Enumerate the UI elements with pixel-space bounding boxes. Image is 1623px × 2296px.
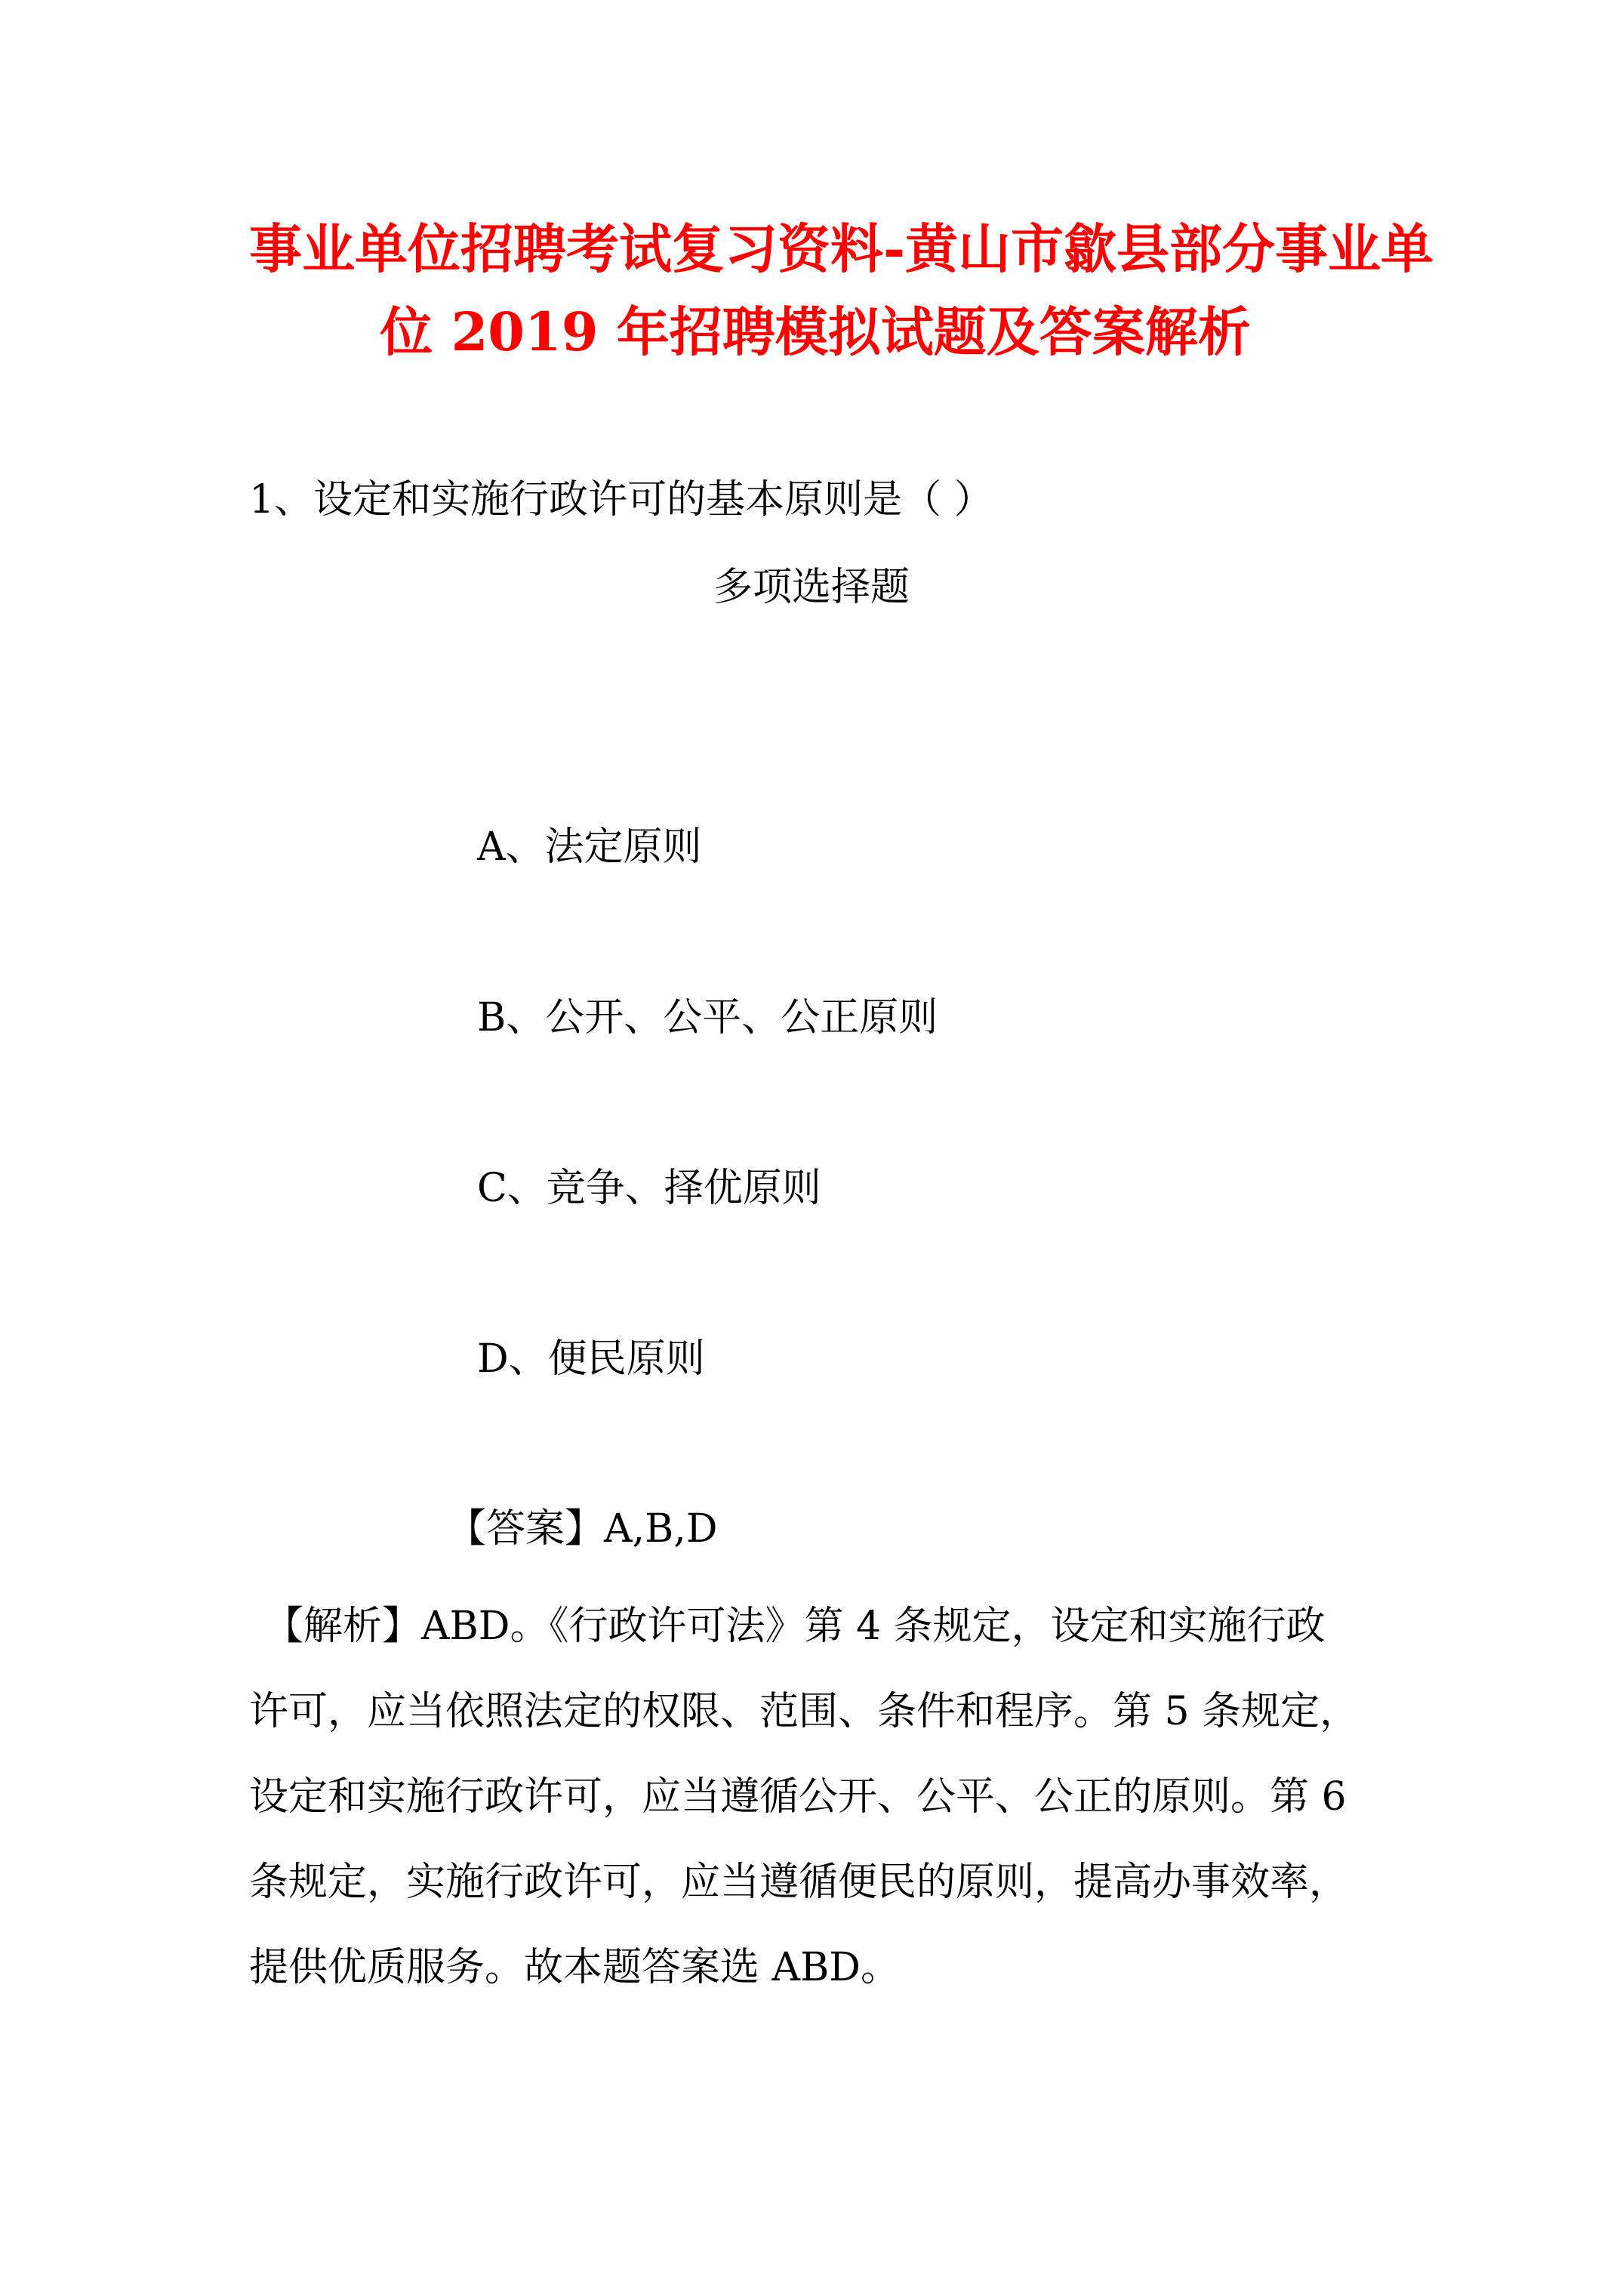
title-line-2: 位 2019 年招聘模拟试题及答案解析 <box>380 300 1251 363</box>
analysis-line-4: 条规定，实施行政许可，应当遵循便民的原则，提高办事效率， <box>249 1860 1349 1905</box>
analysis-block <box>249 1584 1427 2011</box>
option-a: A、法定原则 <box>477 824 702 870</box>
answer-text: 【答案】A,B,D <box>447 1506 718 1552</box>
option-b: B、公开、公平、公正原则 <box>477 995 938 1040</box>
analysis-line-1: 【解析】ABD。《行政许可法》第 4 条规定，设定和实施行政 <box>264 1604 1326 1649</box>
analysis-line-2: 许可，应当依照法定的权限、范围、条件和程序。第 5 条规定， <box>249 1689 1360 1734</box>
option-d: D、便民原则 <box>477 1336 705 1382</box>
question-type: 多项选择题 <box>713 565 910 610</box>
title-line-1: 事业单位招聘考试复习资料-黄山市歙县部分事业单 <box>249 217 1434 280</box>
option-c: C、竞争、择优原则 <box>477 1166 821 1211</box>
document-title <box>249 208 1434 374</box>
analysis-line-3: 设定和实施行政许可，应当遵循公开、公平、公正的原则。第 6 <box>249 1774 1347 1820</box>
question-text: 1、设定和实施行政许可的基本原则是（ ） <box>249 477 993 522</box>
analysis-line-5: 提供优质服务。故本题答案选 ABD。 <box>249 1945 900 1990</box>
